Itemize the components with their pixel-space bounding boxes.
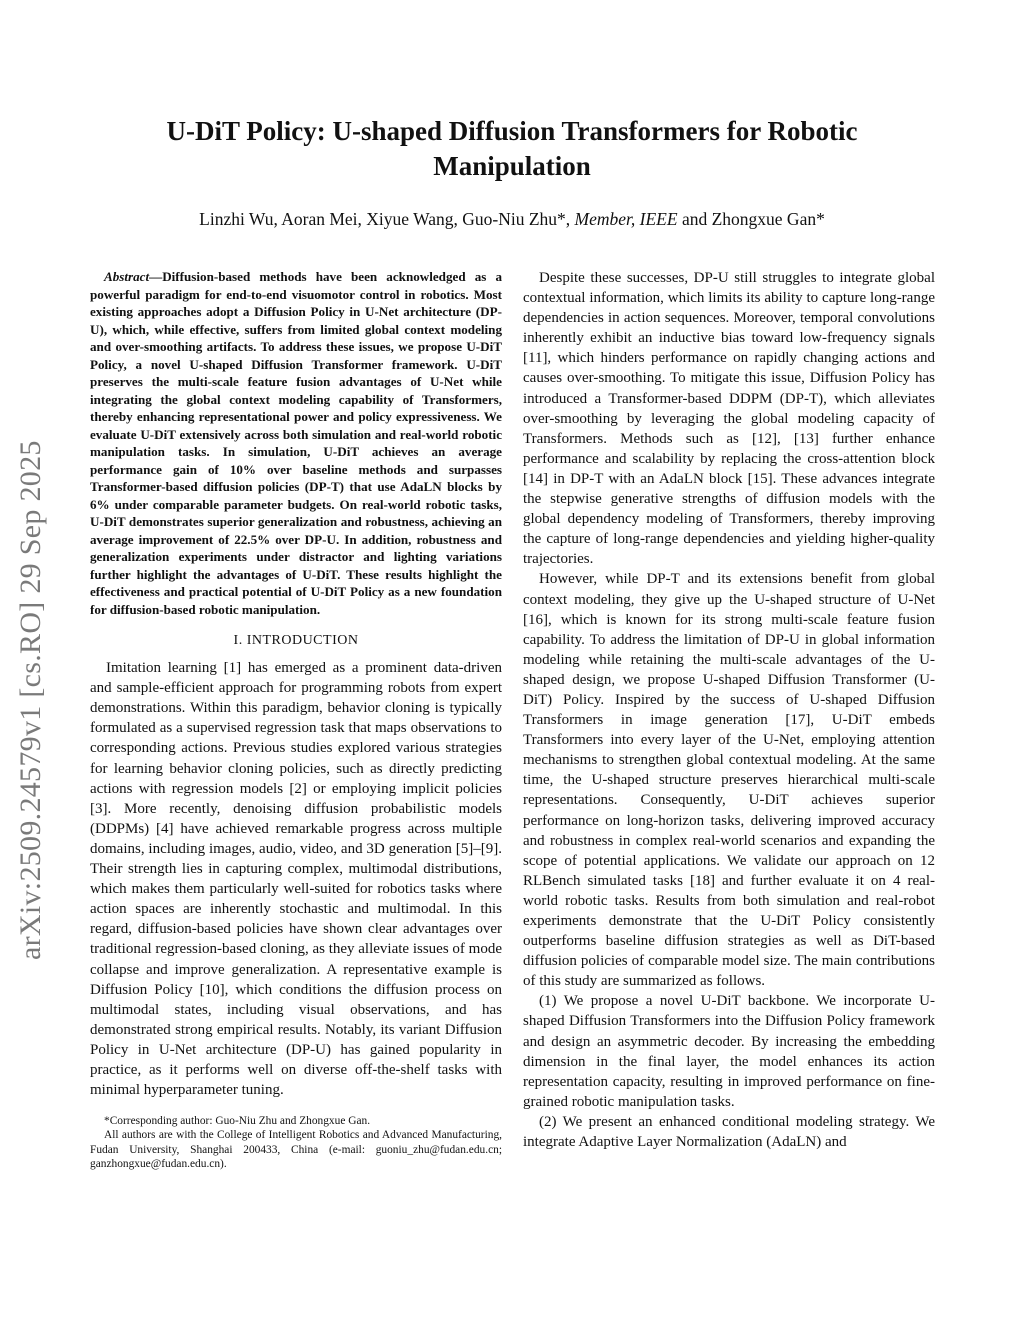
right-column <box>523 268 935 1152</box>
section-heading-introduction: I. INTRODUCTION <box>233 633 359 648</box>
right-paragraph-1: Despite these successes, DP-U still struggles to integrate global contextual information, which limits its ability to capture long-range dependencies in action sequences. Moreover, temporal convolutions inherently exhibit an inductive bias toward low-frequency signals [11], which hinders performance on rapidly changing actions and causes over-smoothing. To mitigate this issue, Diffusion Policy has introduced a Transformer-based DDPM (DP-T), which alleviates over-smoothing by leveraging the global modeling capacity of Transformers. Methods such as [12], [13] further enhance performance and scalability by replacing the cross-attention block [14] in DP-T with an AdaLN block [15]. These advances integrate the stepwise generative strengths of diffusion models with the global dependency modeling of Transformers, thereby improving the capture of long-range dependencies and yielding higher-quality trajectories. <box>523 270 935 568</box>
title-line-2: Manipulation <box>433 151 591 181</box>
right-paragraph-3: (1) We propose a novel U-DiT backbone. We incorporate U-shaped Diffusion Transformers into the Diffusion Policy framework and design an asymmetric decoder. By increasing the embedding dimension in the final layer, the model enhances its action representation capacity, resulting in improved performance on fine-grained robotic manipulation tasks. <box>523 993 935 1110</box>
paper-title <box>100 114 924 184</box>
title-line-1: U-DiT Policy: U-shaped Diffusion Transformers for Robotic <box>166 116 858 146</box>
right-paragraph-2: However, while DP-T and its extensions benefit from global context modeling, they give up the U-shaped structure of U-Net [16], which is known for its strong multi-scale feature fusion capability. To address the limitation of DP-U in global information modeling while retaining the multi-scale advantages of the U-shaped design, we propose U-shaped Diffusion Transformer (U-DiT) Policy. Inspired by the success of U-shaped Diffusion Transformers in image generation [17], U-DiT embeds Transformers into every layer of the U-Net, employing attention mechanisms to strengthen global contextual modeling. At the same time, the U-shaped structure preserves hierarchical multi-scale representations. Consequently, U-DiT achieves superior performance on long-horizon tasks, delivering improved accuracy and robustness in complex real-world scenarios and expanding the scope of potential applications. We validate our approach on 12 RLBench simulated tasks [18] and further evaluate it on 4 real-world robotic tasks. Results from both simulation and real-robot experiments demonstrate that the U-DiT Policy consistently outperforms baseline diffusion strategies as well as DiT-based diffusion policies of comparable model size. The main contributions of this study are summarized as follows. <box>523 571 935 990</box>
footnotes <box>90 1114 502 1171</box>
authors-end: and Zhongxue Gan* <box>681 209 825 229</box>
arxiv-identifier: arXiv:2509.24579v1 [cs.RO] 29 Sep 2025 <box>14 440 47 960</box>
authors-main: Linzhi Wu, Aoran Mei, Xiyue Wang, Guo-Niu Zhu*, <box>199 209 571 229</box>
abstract-text: —Diffusion-based methods have been acknowledged as a powerful paradigm for end-to-end visuomotor control in robotics. Most existing approaches adopt a Diffusion Policy in U-Net architecture (DP-U), which, while effective, suffers from limited global context modeling and over-smoothing artifacts. To address these issues, we propose U-DiT Policy, a novel U-shaped Diffusion Transformer framework. U-DiT preserves the multi-scale feature fusion advantages of U-Net while integrating the global context modeling capability of Transformers, thereby enhancing representational power and policy expressiveness. We evaluate U-DiT extensively across both simulation and real-world robotic manipulation tasks. In simulation, U-DiT achieves an average performance gain of 10% over baseline methods and surpasses Transformer-based diffusion policies (DP-T) that use AdaLN blocks by 6% under comparable parameter budgets. On real-world robotic tasks, U-DiT demonstrates superior generalization and robustness, achieving an average improvement of 22.5% over DP-U. In addition, robustness and generalization experiments under distractor and lighting variations further highlight the advantages of U-DiT. These results highlight the effectiveness and practical potential of U-DiT Policy as a new foundation for diffusion-based robotic manipulation. <box>90 269 502 617</box>
abstract <box>90 268 502 618</box>
right-paragraph-4: (2) We present an enhanced conditional modeling strategy. We integrate Adaptive Layer Normalization (AdaLN) and <box>523 1113 935 1151</box>
footnote-corresponding: *Corresponding author: Guo-Niu Zhu and Zhongxue Gan. <box>104 1115 371 1128</box>
intro-paragraph-1: Imitation learning [1] has emerged as a prominent data-driven and sample-efficient approach for programming robots from expert demonstrations. Within this paradigm, behavior cloning is typically formulated as a supervised regression task that maps observations to corresponding actions. Previous studies explored various strategies for learning behavior cloning policies, such as directly predicting actions with regression models [2] or employing implicit policies [3]. More recently, denoising diffusion probabilistic models (DDPMs) [4] have achieved remarkable progress across multiple domains, including images, audio, video, and 3D generation [5]–[9]. Their strength lies in capturing complex, multimodal distributions, which makes them particularly well-suited for robotics tasks where action spaces are inherently stochastic and multimodal. In this regard, diffusion-based policies have shown clear advantages over traditional regression-based cloning, as they alleviate issues of mode collapse and improve generalization. A representative example is Diffusion Policy [10], which conditions the diffusion process on multimodal states, including visual observations, and has demonstrated strong empirical results. Notably, its variant Diffusion Policy in U-Net architecture (DP-U) has gained popularity in practice, as it performs well on diverse off-the-shelf tasks with minimal hyperparameter tuning. <box>90 660 502 1099</box>
footnote-affiliation: All authors are with the College of Intelligent Robotics and Advanced Manufacturing, Fudan University, Shanghai 200433, China (e-mail: guoniu_zhu@fudan.edu.cn; ganzhongxue@fudan.edu.cn). <box>90 1129 502 1171</box>
authors-role: Member, IEEE <box>574 209 678 229</box>
author-list <box>100 209 924 230</box>
left-column <box>90 268 502 1171</box>
abstract-label: Abstract <box>104 269 150 284</box>
